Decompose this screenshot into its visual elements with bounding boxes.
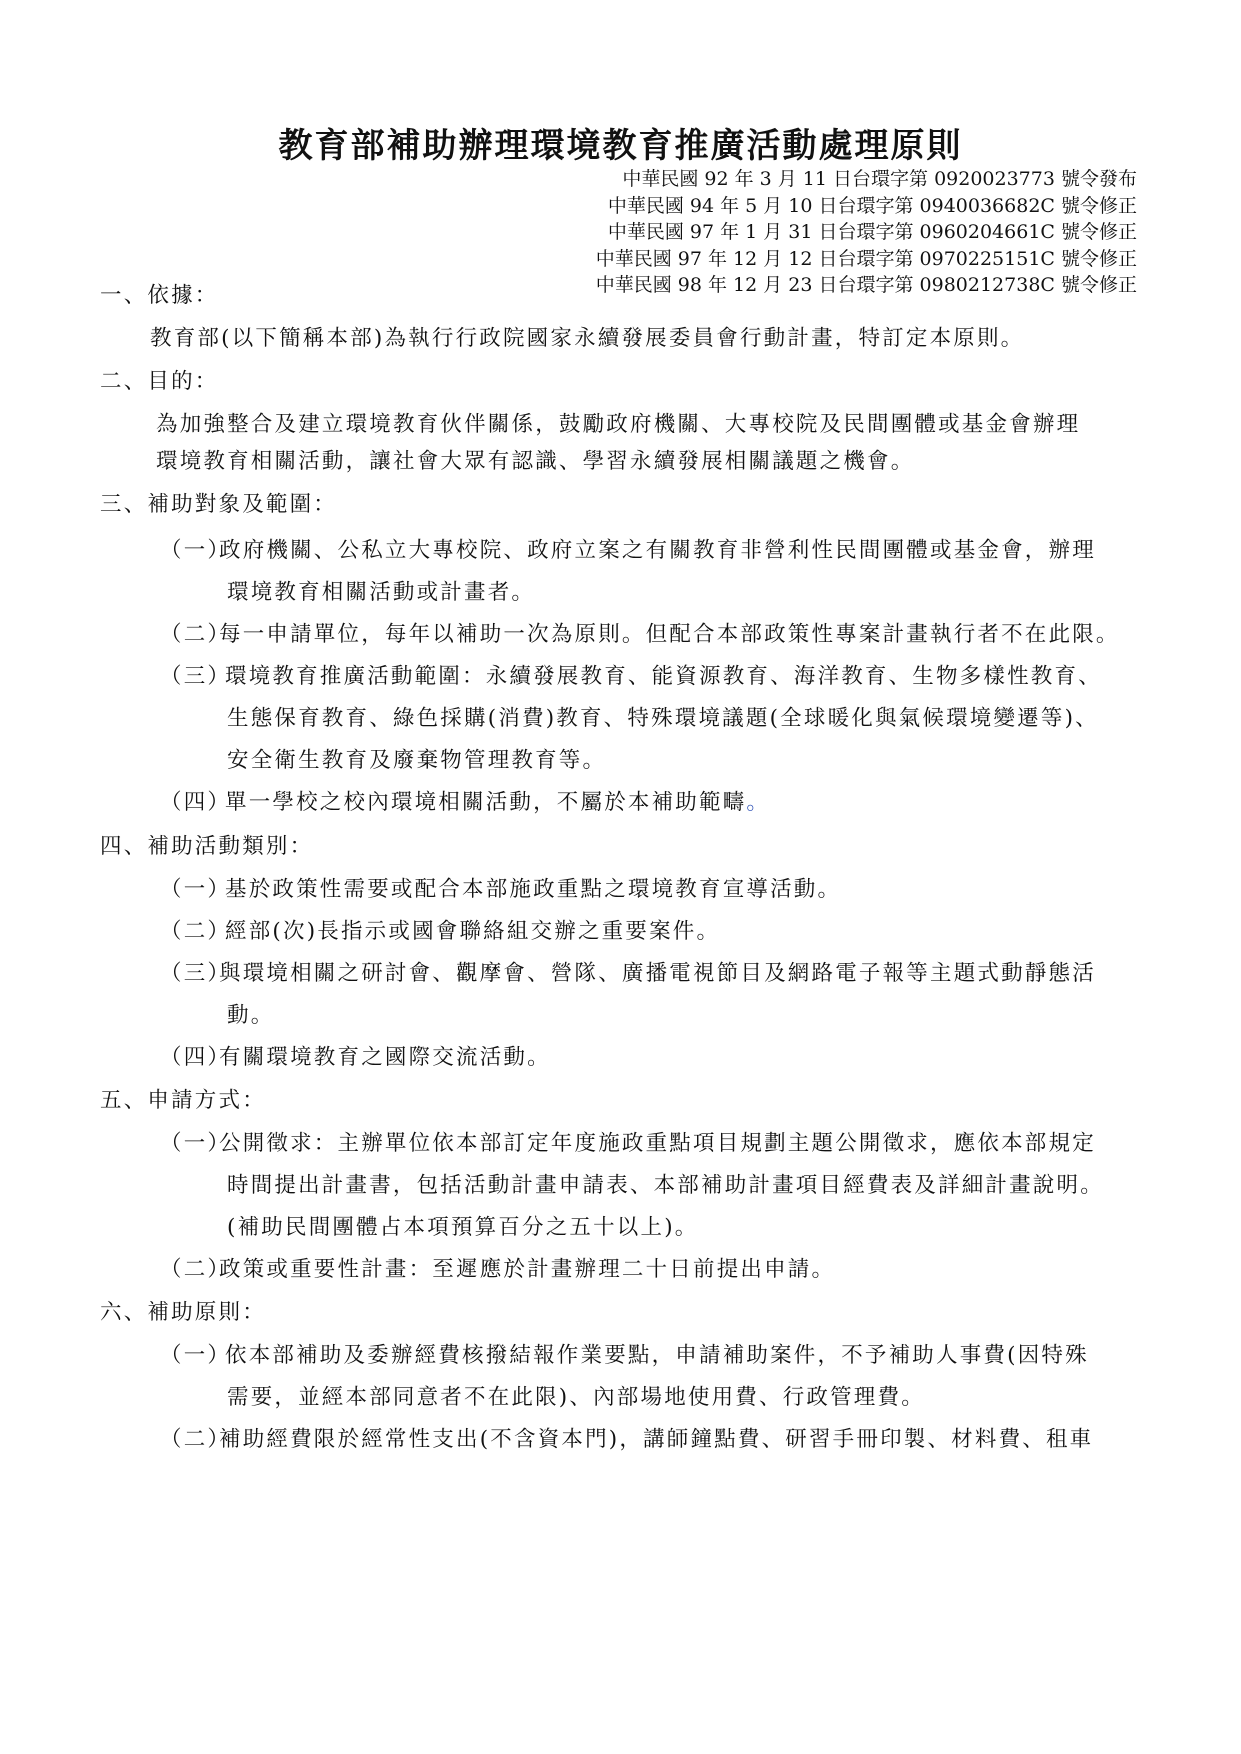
- history-line: 中華民國 98 年 12 月 23 日台環字第 0980212738C 號令修正: [595, 274, 1137, 296]
- item-line: 基於政策性需要或配合本部施政重點之環境教育宣導活動。: [225, 877, 842, 902]
- item-line: 政府機關、公私立大專校院、政府立案之有關教育非營利性民間團體或基金會，辦理: [219, 538, 1096, 563]
- item-line: 補助經費限於經常性支出(不含資本門)，講師鐘點費、研習手冊印製、材料費、租車: [219, 1427, 1094, 1452]
- item-line: 有關環境教育之國際交流活動。: [219, 1045, 551, 1070]
- paragraph-line: 教育部(以下簡稱本部)為執行行政院國家永續發展委員會行動計畫，特訂定本原則。: [150, 326, 1025, 351]
- item-line: 經部(次)長指示或國會聯絡組交辦之重要案件。: [225, 919, 721, 944]
- item-line: (補助民間團體占本項預算百分之五十以上)。: [227, 1215, 699, 1240]
- history-line: 中華民國 92 年 3 月 11 日台環字第 0920023773 號令發布: [622, 168, 1137, 190]
- history-line: 中華民國 97 年 1 月 31 日台環字第 0960204661C 號令修正: [607, 221, 1137, 243]
- item-marker: （二）: [160, 622, 232, 647]
- section-heading: 四、補助活動類別：: [100, 834, 314, 859]
- paragraph-line: 環境教育相關活動，讓社會大眾有認識、學習永續發展相關議題之機會。: [156, 449, 915, 474]
- item-line: 需要，並經本部同意者不在此限)、內部場地使用費、行政管理費。: [227, 1385, 925, 1410]
- history-line: 中華民國 97 年 12 月 12 日台環字第 0970225151C 號令修正: [595, 247, 1137, 270]
- item-line: 公開徵求：主辦單位依本部訂定年度施政重點項目規劃主題公開徵求，應依本部規定: [219, 1131, 1096, 1156]
- trailing-period: 。: [746, 790, 771, 815]
- item-line: 生態保育教育、綠色採購(消費)教育、特殊環境議題(全球暖化與氣候環境變遷等)、: [227, 706, 1099, 731]
- item-marker: （二）: [160, 1427, 232, 1452]
- item-line: 環境教育相關活動或計畫者。: [227, 580, 536, 605]
- item-marker: （二）: [160, 919, 232, 944]
- item-marker: （三）: [160, 961, 232, 986]
- section-heading: 二、目的：: [100, 369, 219, 394]
- item-line: 安全衛生教育及廢棄物管理教育等。: [227, 748, 607, 773]
- item-marker: （三）: [160, 664, 232, 689]
- item-line: 時間提出計畫書，包括活動計畫申請表、本部補助計畫項目經費表及詳細計畫說明。: [227, 1173, 1104, 1198]
- item-line: 與環境相關之研討會、觀摩會、營隊、廣播電視節目及網路電子報等主題式動靜態活: [219, 961, 1096, 986]
- section-heading: 六、補助原則：: [100, 1300, 266, 1325]
- item-line: 依本部補助及委辦經費核撥結報作業要點，申請補助案件，不予補助人事費(因特殊: [225, 1343, 1089, 1368]
- amendment-history: [596, 166, 1137, 299]
- item-marker: （一）: [160, 1343, 232, 1368]
- item-marker: （一）: [160, 538, 232, 563]
- item-marker: （一）: [160, 1131, 232, 1156]
- item-marker: （四）: [160, 790, 232, 815]
- item-line: 環境教育推廣活動範圍：永續發展教育、能資源教育、海洋教育、生物多樣性教育、: [225, 664, 1102, 689]
- item-marker: （四）: [160, 1045, 232, 1070]
- document-title: 教育部補助辦理環境教育推廣活動處理原則: [278, 126, 963, 166]
- item-line: 單一學校之校內環境相關活動，不屬於本補助範疇。: [225, 790, 771, 815]
- item-line: 每一申請單位，每年以補助一次為原則。但配合本部政策性專案計畫執行者不在此限。: [219, 622, 1120, 647]
- item-marker: （一）: [160, 877, 232, 902]
- history-line: 中華民國 94 年 5 月 10 日台環字第 0940036682C 號令修正: [607, 194, 1137, 217]
- section-heading: 五、申請方式：: [100, 1088, 266, 1113]
- item-marker: （二）: [160, 1257, 232, 1282]
- item-line: 動。: [227, 1003, 275, 1028]
- item-line: 政策或重要性計畫：至遲應於計畫辦理二十日前提出申請。: [219, 1257, 836, 1282]
- section-heading: 三、補助對象及範圍：: [100, 492, 338, 517]
- paragraph-line: 為加強整合及建立環境教育伙伴關係，鼓勵政府機關、大專校院及民間團體或基金會辦理: [156, 412, 1081, 437]
- section-heading: 一、依據：: [100, 283, 219, 308]
